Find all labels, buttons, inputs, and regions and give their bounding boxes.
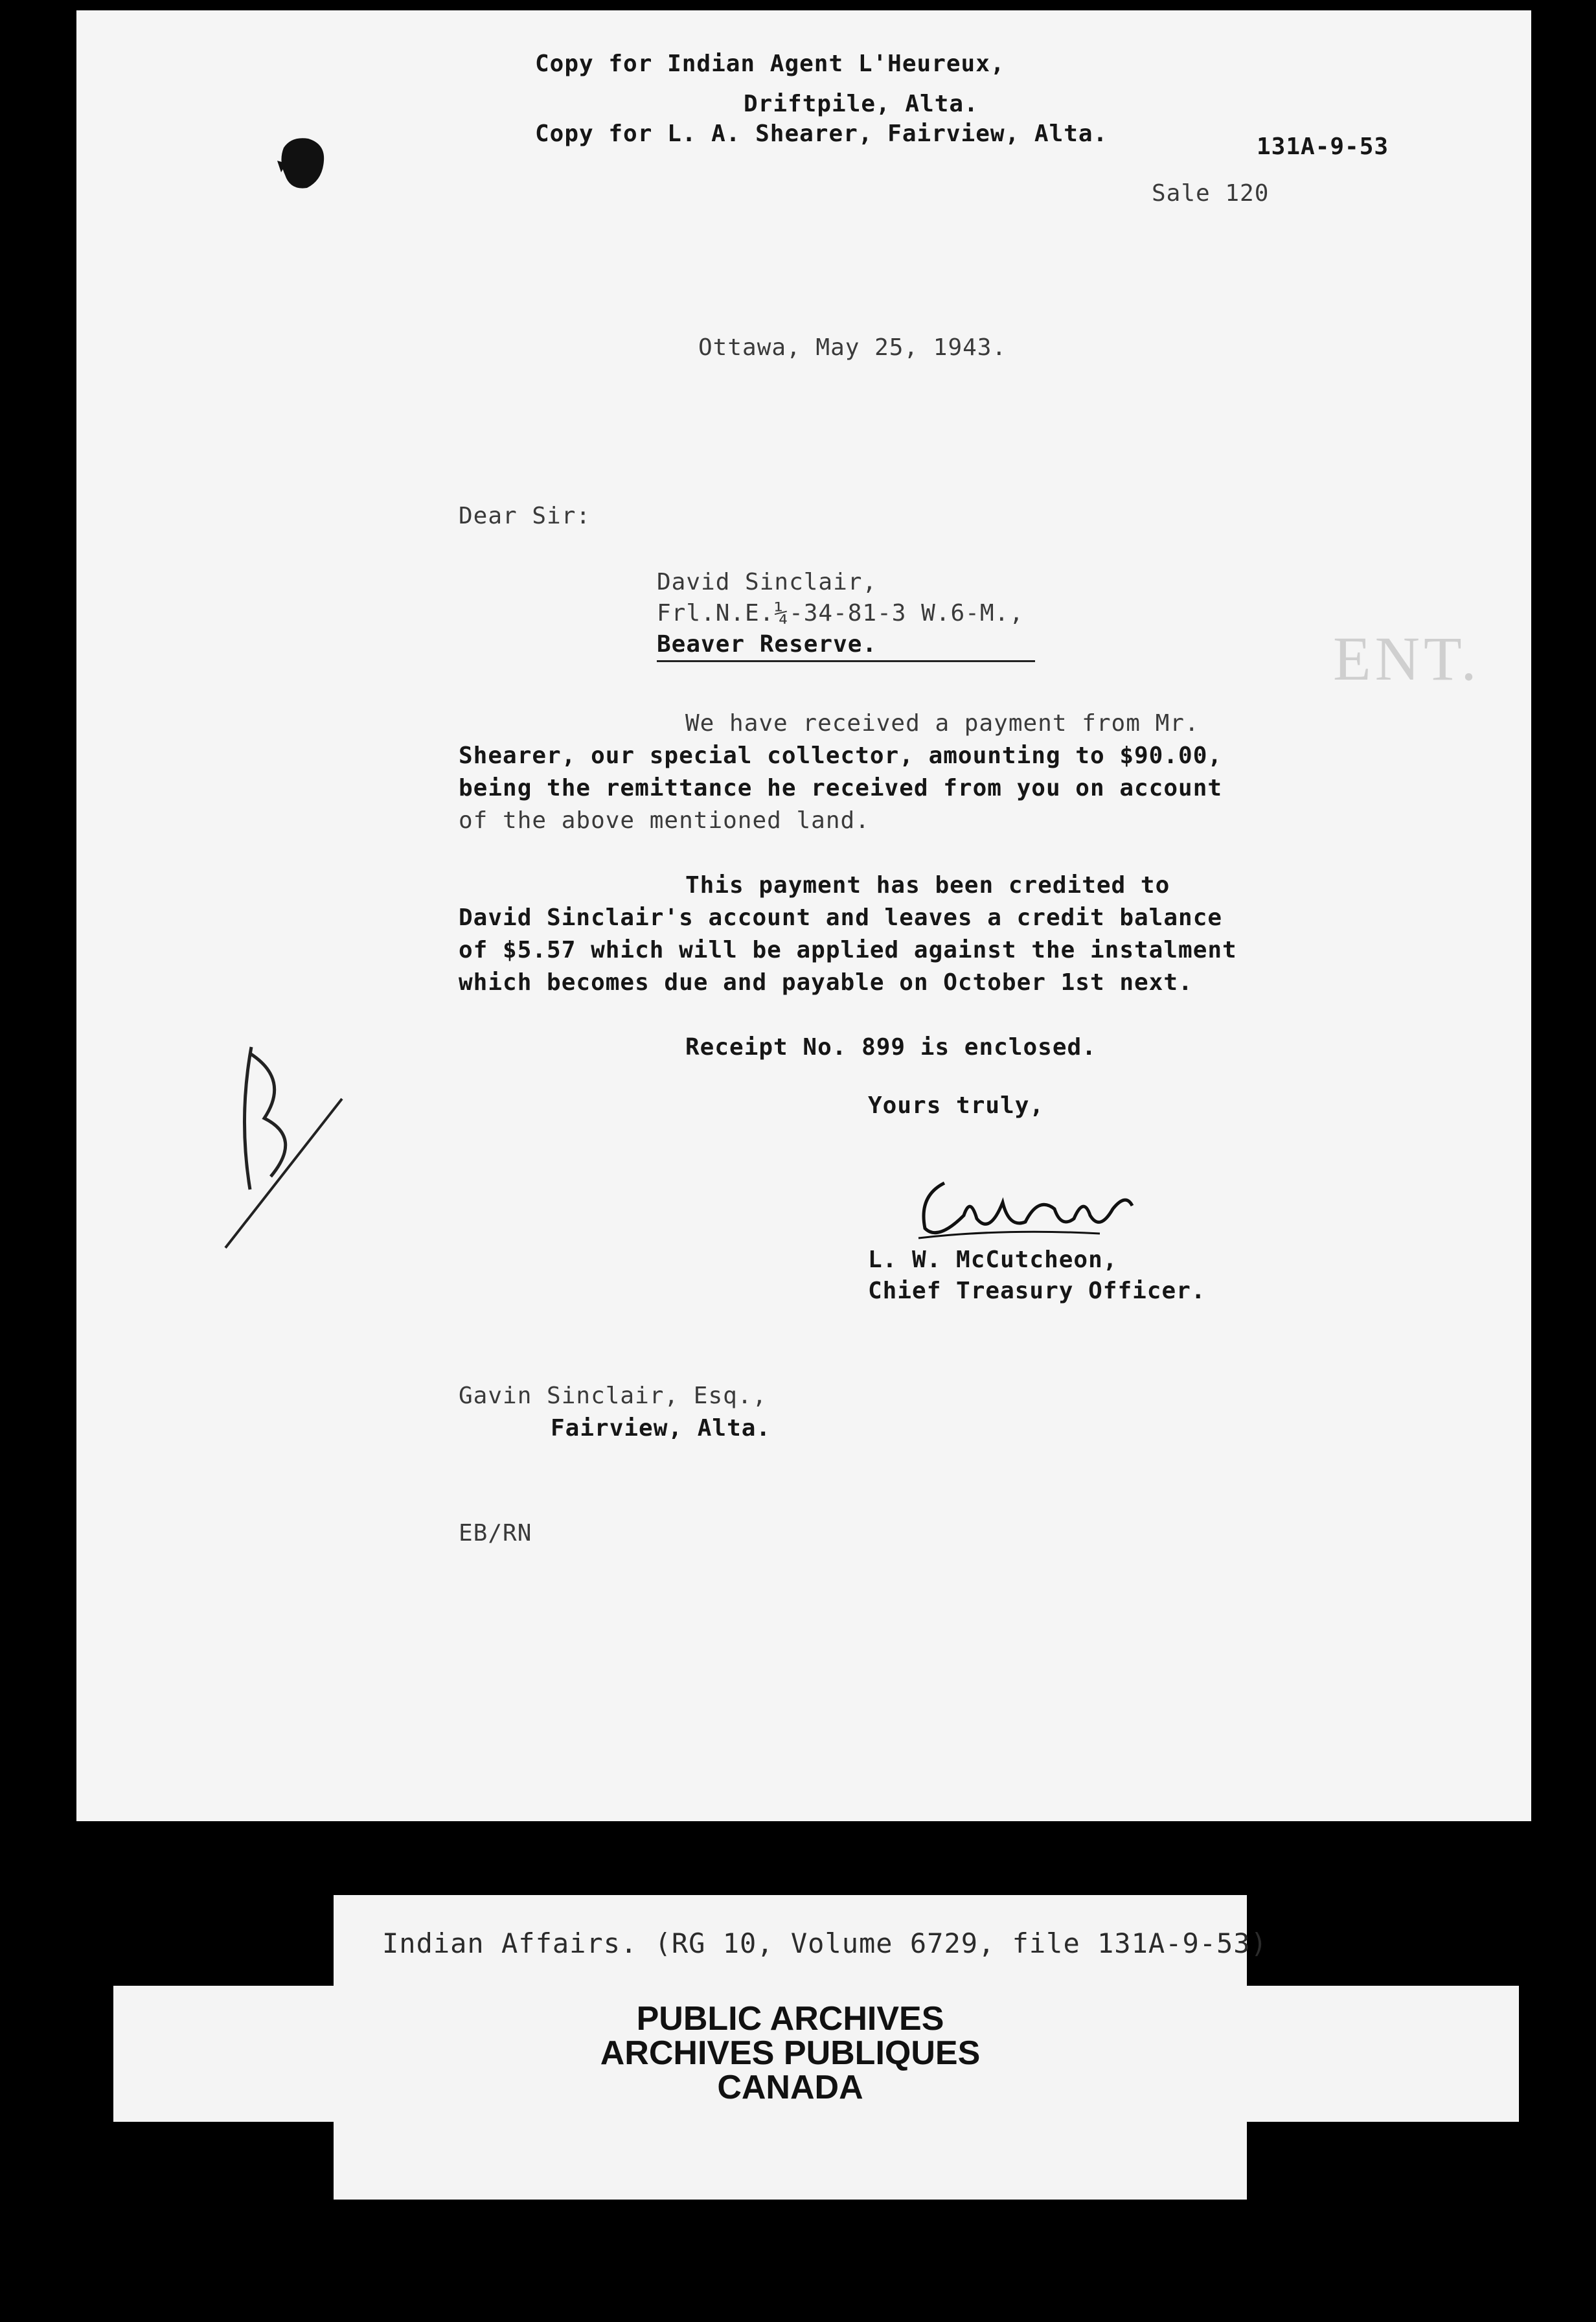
para2-line1: This payment has been credited to [685, 872, 1170, 899]
sale-number: Sale 120 [1152, 180, 1270, 207]
addressee-line-1: Gavin Sinclair, Esq., [459, 1383, 768, 1409]
addressee-line-2: Fairview, Alta. [551, 1415, 771, 1442]
entered-stamp: ENT. [1333, 624, 1481, 693]
archive-name-en: PUBLIC ARCHIVES [636, 2000, 944, 2038]
para1-line1: We have received a payment from Mr. [685, 710, 1200, 737]
dateline: Ottawa, May 25, 1943. [698, 334, 1007, 361]
subject-line-1: David Sinclair, [657, 569, 878, 595]
archive-name-fr: ARCHIVES PUBLIQUES [600, 2034, 981, 2072]
copy-line-2: Driftpile, Alta. [744, 91, 979, 117]
signature [906, 1157, 1152, 1248]
typist-initials: EB/RN [459, 1520, 532, 1546]
para2-line4: which becomes due and payable on October 1st next. [459, 969, 1193, 996]
subject-line-2: Frl.N.E.¼-34-81-3 W.6-M., [657, 600, 1024, 626]
ink-blot [277, 135, 328, 190]
copy-line-3: Copy for L. A. Shearer, Fairview, Alta. [535, 121, 1108, 147]
handwritten-mark [212, 1040, 361, 1254]
copy-line-1: Copy for Indian Agent L'Heureux, [535, 51, 1005, 77]
para2-line3: of $5.57 which will be applied against the instalment [459, 937, 1237, 963]
file-number: 131A-9-53 [1257, 133, 1389, 160]
para2-line2: David Sinclair's account and leaves a credit balance [459, 904, 1223, 931]
archive-reference: Indian Affairs. (RG 10, Volume 6729, file 131A-9-53) [382, 1927, 1268, 1959]
letter-page [76, 10, 1531, 1821]
receipt-line: Receipt No. 899 is enclosed. [685, 1034, 1097, 1061]
para1-line2: Shearer, our special collector, amounting to $90.00, [459, 742, 1223, 769]
salutation: Dear Sir: [459, 503, 591, 529]
signer-title: Chief Treasury Officer. [868, 1278, 1206, 1304]
subject-line-3: Beaver Reserve. [657, 631, 1035, 662]
archive-country: CANADA [717, 2069, 863, 2106]
para1-line3: being the remittance he received from you on account [459, 775, 1223, 801]
closing: Yours truly, [868, 1092, 1045, 1119]
para1-line4: of the above mentioned land. [459, 807, 870, 834]
signer-name: L. W. McCutcheon, [868, 1247, 1118, 1273]
